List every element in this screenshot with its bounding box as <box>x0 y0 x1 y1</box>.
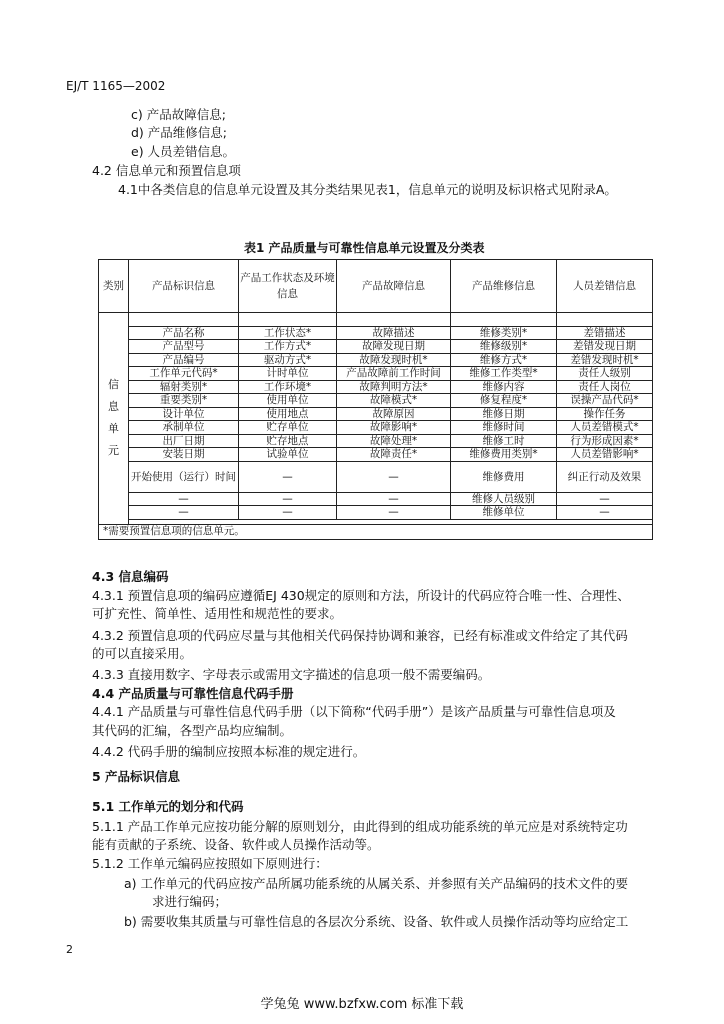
section-4-2-para: 4.1中各类信息的信息单元设置及其分类结果见表1，信息单元的说明及标识格式见附录A。 <box>118 182 617 197</box>
cell: 出厂日期 <box>129 434 239 448</box>
table-note-row <box>99 524 653 539</box>
cell: 操作任务 <box>557 407 653 421</box>
cell: — <box>129 506 239 520</box>
cell: 工作环境* <box>239 380 337 394</box>
list-item-c: c) 产品故障信息; <box>131 107 226 122</box>
table-row <box>99 421 653 435</box>
cell: — <box>239 506 337 520</box>
table-caption: 表1 产品质量与可靠性信息单元设置及分类表 <box>244 241 485 255</box>
cell: 使用单位 <box>239 394 337 408</box>
cell: 差错发现日期 <box>557 340 653 354</box>
header-failure: 产品故障信息 <box>337 260 451 313</box>
table-row <box>99 448 653 462</box>
cell: 误操产品代码* <box>557 394 653 408</box>
cell: 人员差错模式* <box>557 421 653 435</box>
cell: 纠正行动及效果 <box>557 461 653 492</box>
cell: 承制单位 <box>129 421 239 435</box>
cell: 维修工时 <box>451 434 557 448</box>
cell: 产品故障前工作时间 <box>337 367 451 381</box>
cell: 维修级别* <box>451 340 557 354</box>
p511-line2: 能有贡献的子系统、设备、软件或人员操作活动等。 <box>92 837 380 852</box>
section-4-2-heading: 4.2 信息单元和预置信息项 <box>92 163 241 178</box>
table-row <box>99 380 653 394</box>
table-row <box>99 506 653 520</box>
p511-line1: 5.1.1 产品工作单元应按功能分解的原则划分，由此得到的组成功能系统的单元应是对系统特定功 <box>92 819 628 834</box>
header-category: 类别 <box>99 260 129 313</box>
header-work-state: 产品工作状态及环境信息 <box>239 260 337 313</box>
table-header-row <box>99 260 653 313</box>
cell: — <box>239 492 337 506</box>
p431-line1: 4.3.1 预置信息项的编码应遵循EJ 430规定的原则和方法，所设计的代码应符合唯一性、合理性、 <box>92 588 630 603</box>
section-4-3-heading: 4.3 信息编码 <box>92 569 169 584</box>
category-cell <box>99 313 129 525</box>
cell: 贮存地点 <box>239 434 337 448</box>
cell: 维修日期 <box>451 407 557 421</box>
cell: 维修内容 <box>451 380 557 394</box>
table-row <box>99 394 653 408</box>
cell: 辐射类别* <box>129 380 239 394</box>
cell: 工作方式* <box>239 340 337 354</box>
item-a-line1: a) 工作单元的代码应按产品所属功能系统的从属关系、并参照有关产品编码的技术文件的要 <box>124 876 629 891</box>
p433: 4.3.3 直接用数字、字母表示或需用文字描述的信息项一般不需要编码。 <box>92 667 491 682</box>
table-row <box>99 461 653 492</box>
cell: 故障责任* <box>337 448 451 462</box>
p442: 4.4.2 代码手册的编制应按照本标准的规定进行。 <box>92 744 366 759</box>
p512: 5.1.2 工作单元编码应按照如下原则进行： <box>92 856 328 871</box>
page-number: 2 <box>66 943 73 956</box>
p432-line2: 的可以直接采用。 <box>92 646 193 661</box>
section-5-heading: 5 产品标识信息 <box>92 769 181 784</box>
list-item-d: d) 产品维修信息; <box>131 125 227 140</box>
cell: 故障发现日期 <box>337 340 451 354</box>
p441-line2: 其代码的汇编，各型产品均应编制。 <box>92 723 293 738</box>
table-row <box>99 326 653 340</box>
table-row <box>99 340 653 354</box>
cell: 故障描述 <box>337 326 451 340</box>
cell: — <box>129 492 239 506</box>
cell: — <box>239 461 337 492</box>
table-row <box>99 407 653 421</box>
cell: 维修方式* <box>451 353 557 367</box>
cell: 行为形成因素* <box>557 434 653 448</box>
cell: 维修人员级别 <box>451 492 557 506</box>
cell: 产品名称 <box>129 326 239 340</box>
cell: 责任人级别 <box>557 367 653 381</box>
cell: 维修单位 <box>451 506 557 520</box>
cell: 差错发现时机* <box>557 353 653 367</box>
cell: 维修类别* <box>451 326 557 340</box>
cell: 修复程度* <box>451 394 557 408</box>
cell: — <box>337 492 451 506</box>
cell: 产品型号 <box>129 340 239 354</box>
header-product-id: 产品标识信息 <box>129 260 239 313</box>
cell: 安装日期 <box>129 448 239 462</box>
cell: 故障影响* <box>337 421 451 435</box>
item-b-line1: b) 需要收集其质量与可靠性信息的各层次分系统、设备、软件或人员操作活动等均应给定工 <box>124 914 629 929</box>
cell: 维修费用类别* <box>451 448 557 462</box>
doc-id: EJ/T 1165—2002 <box>66 79 166 93</box>
table-row <box>99 367 653 381</box>
cell: 工作单元代码* <box>129 367 239 381</box>
table-row <box>99 353 653 367</box>
cell: 重要类别* <box>129 394 239 408</box>
header-human-error: 人员差错信息 <box>557 260 653 313</box>
cell: 产品编号 <box>129 353 239 367</box>
table-note: *需要预置信息项的信息单元。 <box>99 524 653 539</box>
cell: 故障判明方法* <box>337 380 451 394</box>
cell: 驱动方式* <box>239 353 337 367</box>
cell: 维修时间 <box>451 421 557 435</box>
cell: 故障原因 <box>337 407 451 421</box>
cell: 计时单位 <box>239 367 337 381</box>
cell: 试验单位 <box>239 448 337 462</box>
cell: — <box>557 492 653 506</box>
list-item-e: e) 人员差错信息。 <box>131 144 236 159</box>
cell: 使用地点 <box>239 407 337 421</box>
p432-line1: 4.3.2 预置信息项的代码应尽量与其他相关代码保持协调和兼容，已经有标准或文件给定了其代码 <box>92 628 628 643</box>
cell: 贮存单位 <box>239 421 337 435</box>
cell: 维修费用 <box>451 461 557 492</box>
p431-line2: 可扩充性、简单性、适用性和规范性的要求。 <box>92 606 343 621</box>
table-row <box>99 434 653 448</box>
p441-line1: 4.4.1 产品质量与可靠性信息代码手册（以下简称“代码手册”）是该产品质量与可靠性信息项及 <box>92 704 616 719</box>
cell: 故障模式* <box>337 394 451 408</box>
cell: 工作状态* <box>239 326 337 340</box>
section-5-1-heading: 5.1 工作单元的划分和代码 <box>92 799 244 814</box>
watermark-footer: 学兔兔 www.bzfxw.com 标准下载 <box>260 997 464 1012</box>
cell: — <box>337 461 451 492</box>
cell: 设计单位 <box>129 407 239 421</box>
header-maintenance: 产品维修信息 <box>451 260 557 313</box>
info-unit-table <box>98 259 653 540</box>
cell: 差错描述 <box>557 326 653 340</box>
cell: 故障处理* <box>337 434 451 448</box>
category-label: 信息单元 <box>108 378 119 458</box>
section-4-4-heading: 4.4 产品质量与可靠性信息代码手册 <box>92 686 294 701</box>
cell: 责任人岗位 <box>557 380 653 394</box>
cell: — <box>557 506 653 520</box>
cell: — <box>337 506 451 520</box>
item-a-line2: 求进行编码； <box>152 894 228 909</box>
cell: 故障发现时机* <box>337 353 451 367</box>
cell: 人员差错影响* <box>557 448 653 462</box>
cell: 维修工作类型* <box>451 367 557 381</box>
cell: 开始使用（运行）时间 <box>129 461 239 492</box>
table-row <box>99 492 653 506</box>
